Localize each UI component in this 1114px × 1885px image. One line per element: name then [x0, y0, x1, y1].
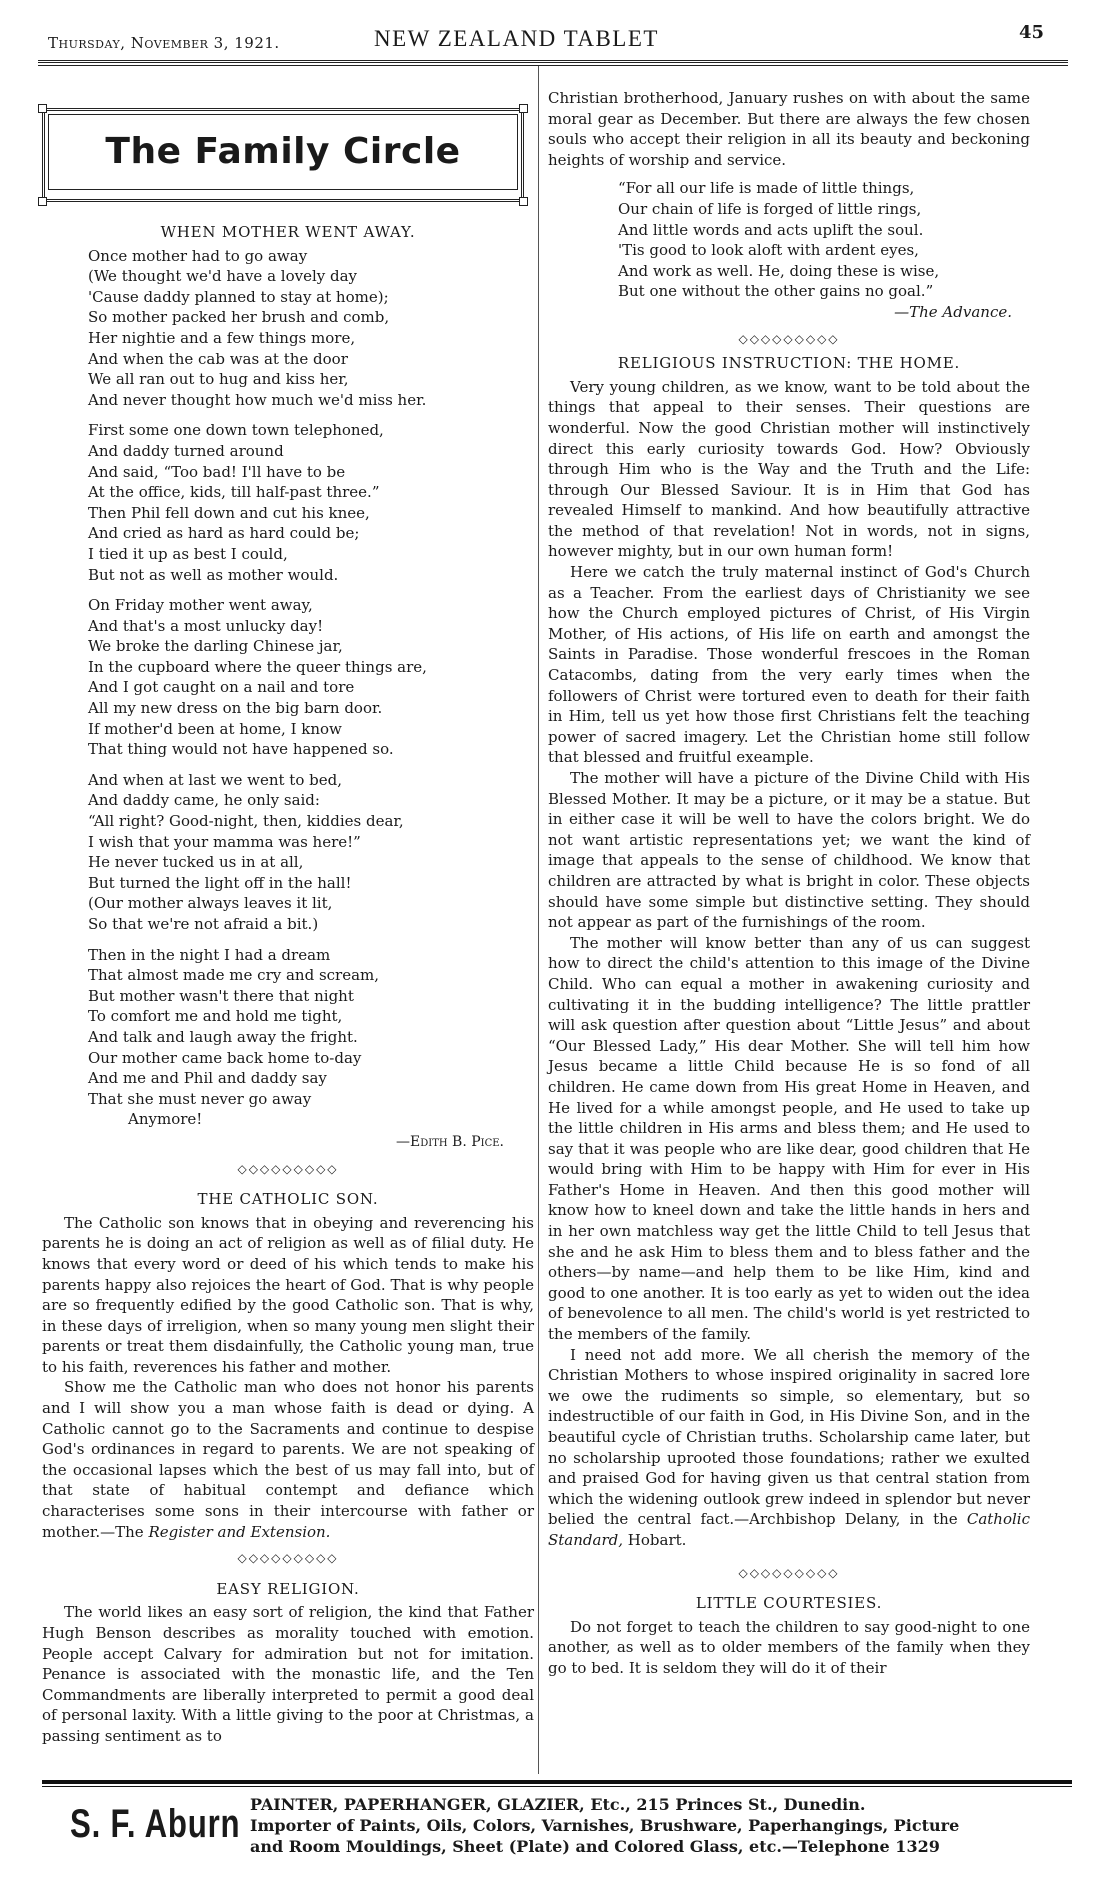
article-paragraph: Christian brotherhood, January rushes on with about the same moral gear as December. But there are always the few chosen souls who accept their religion in all its beauty and beckoning heights of worship and service.	[548, 89, 1030, 169]
issue-date: Thursday, November 3, 1921.	[48, 34, 280, 52]
poem-line: And I got caught on a nail and tore	[88, 678, 355, 697]
poem	[42, 246, 534, 1153]
banner-inner	[48, 114, 518, 190]
article-paragraph: Do not forget to teach the children to say good-night to one another, as well as to older members of the family when they go to bed. It is seldom they will do it of their	[548, 1617, 1030, 1677]
poem-line: So mother packed her brush and comb,	[88, 308, 390, 327]
article-paragraph	[42, 1377, 534, 1542]
poem-line: And cried as hard as hard could be;	[88, 524, 360, 543]
poem-line: Then Phil fell down and cut his knee,	[88, 503, 370, 522]
poem-line: At the office, kids, till half-past three.”	[88, 483, 380, 502]
article-paragraph: Here we catch the truly maternal instinct of God's Church as a Teacher. From the earliest days of Christianity we see how the Church employed pictures of Christ, of His Virgin Mother, of His actions, of His life on earth and amongst the Saints in Paradise. Those wonderful frescoes in the Roman Catacombs, dating from the very early times when the followers of Christ were tortured even to death for their faith in Him, tell us yet how those first Christians felt the teaching power of sacred imagery. Let the Christian home still follow that blessed and fruitful exeample.	[548, 563, 1030, 767]
advert-rule	[42, 1780, 1072, 1787]
advert-line: Importer of Paints, Oils, Colors, Varnishes, Brushware, Paperhangings, Picture	[250, 1816, 960, 1835]
article-paragraph: The mother will have a picture of the Divine Child with His Blessed Mother. It may be a picture, or it may be a statue. But in either case it will be well to have the colors bright. We do not want artistic representations yet; we want the kind of image that appeals to the sense of childhood. We know that children are attracted by what is bright in color. These objects should have some simple but distinctive setting. They should not appear as part of the furnishings of the room.	[548, 769, 1030, 932]
poem-stanza	[42, 945, 534, 1130]
verse-line: And little words and acts uplift the soul.	[618, 220, 924, 239]
right-column	[548, 88, 1030, 1679]
verse-line: 'Tis good to look aloft with ardent eyes,	[618, 241, 919, 260]
poem-line: And when the cab was at the door	[88, 349, 348, 368]
advert-line: and Room Mouldings, Sheet (Plate) and Colored Glass, etc.—Telephone 1329	[250, 1837, 940, 1856]
poem-line: That she must never go away	[88, 1089, 312, 1108]
verse-line: “For all our life is made of little things,	[618, 179, 915, 198]
article-title: LITTLE COURTESIES.	[695, 1594, 883, 1613]
poem-line: I tied it up as best I could,	[88, 544, 288, 563]
section-ornament: ◇◇◇◇◇◇◇◇◇	[738, 331, 840, 346]
poem-line: And me and Phil and daddy say	[88, 1069, 327, 1088]
poem-line: To comfort me and hold me tight,	[88, 1007, 343, 1026]
poem-line: That almost made me cry and scream,	[88, 966, 380, 985]
family-circle-banner	[42, 108, 524, 202]
article-title: RELIGIOUS INSTRUCTION: THE HOME.	[617, 354, 961, 373]
article-paragraph	[548, 1345, 1030, 1551]
banner-corner-ornament	[519, 197, 528, 206]
newspaper-title: NEW ZEALAND TABLET	[374, 26, 659, 51]
poem-stanza	[42, 770, 534, 935]
poem-line: On Friday mother went away,	[88, 596, 313, 615]
advertisement	[42, 1780, 1072, 1872]
poem-line: Our mother came back home to-day	[88, 1048, 362, 1067]
poem-line: And that's a most unlucky day!	[88, 616, 324, 635]
poem-line: We all ran out to hug and kiss her,	[88, 370, 349, 389]
poem-line: But mother wasn't there that night	[88, 986, 354, 1005]
poem-line: (We thought we'd have a lovely day	[88, 267, 358, 286]
banner-corner-ornament	[38, 197, 47, 206]
verse-source: —The Advance.	[894, 302, 1012, 321]
poem-line: So that we're not afraid a bit.)	[88, 915, 319, 933]
poem-line: That thing would not have happened so.	[88, 740, 394, 759]
article-paragraph: Very young children, as we know, want to be told about the things that appeal to their senses. Their questions are wonderful. Now the good Christian mother will instinctively direct this early curiosity towards God. How? Obviously through Him who is the Way and the Truth and the Life: through Our Blessed Saviour. It is in Him that God has revealed Himself to mankind. And how beautifully attractive the method of that revelation! Not in words, not in signs, however mighty, but in our own human form!	[548, 377, 1030, 561]
article-title: THE CATHOLIC SON.	[197, 1190, 379, 1209]
article-title: EASY RELIGION.	[216, 1579, 360, 1598]
banner-corner-ornament	[519, 104, 528, 113]
poem-line: All my new dress on the big barn door.	[88, 699, 383, 718]
poem-line: And daddy turned around	[88, 441, 284, 460]
verse-line: But one without the other gains no goal.”	[618, 282, 934, 301]
poem-line: First some one down town telephoned,	[88, 421, 384, 440]
poem-author	[42, 1132, 504, 1153]
poem-line: In the cupboard where the queer things are,	[88, 657, 427, 676]
article-paragraph: The mother will know better than any of us can suggest how to direct the child's attention to this image of the Divine Child. Who can equal a mother in awakening curiosity and cultivating it in the budding intelligence? The little prattler will ask question after question about “Little Jesus” and about “Our Blessed Lady,” His dear Mother. She will tell him how Jesus became a little Child because He is so fond of all children. He came down from His great Home in Heaven, and He lived for a while amongst people, and He used to take up the little children in His arms and bless them; and He used to say that it was people who are like dear, good children that He would bring with Him to be happy with Him for ever in His Father's Home in Heaven. And then this good mother will know how to kneel down and take the little hands in hers and in her own matchless way get the little Child to tell Jesus that she and he ask Him to bless them and to bless father and the others—by name—and help them to be like Him, kind and good to one another. It is too early as yet to widen out the idea of benevolence to all men. The child's world is yet restricted to the members of the family.	[548, 933, 1030, 1344]
article-paragraph-text: Show me the Catholic man who does not honor his parents and I will show you a man whose faith is dead or dying. A Catholic cannot go to the Sacraments and continue to despise God's ordinances in regard to parents. We are not speaking of the occasional lapses which the best of us may fall into, but of that state of habitual contempt and defiance which characterises some sons in their intercourse with father or mother.—The	[42, 1378, 534, 1541]
poem-stanza	[42, 420, 534, 585]
verse-line: And work as well. He, doing these is wise,	[618, 261, 940, 280]
poem-line: And said, “Too bad! I'll have to be	[88, 462, 346, 481]
section-ornament: ◇◇◇◇◇◇◇◇◇	[237, 1161, 339, 1176]
poem-author-name: —Edith B. Pice.	[396, 1133, 504, 1150]
verse-line: Our chain of life is forged of little rings,	[618, 199, 922, 218]
poem-stanza	[42, 246, 534, 411]
poem-title: WHEN MOTHER WENT AWAY.	[160, 223, 416, 241]
poem-line: And talk and laugh away the fright.	[88, 1027, 358, 1046]
poem-line: And daddy came, he only said:	[88, 791, 320, 810]
quoted-verse	[548, 178, 1030, 322]
article-source-place: Hobart.	[627, 1530, 687, 1549]
section-title: The Family Circle	[105, 130, 461, 172]
poem-line: But not as well as mother would.	[88, 565, 339, 584]
page-number: 45	[1018, 22, 1044, 43]
column-divider	[538, 66, 539, 1774]
article-paragraph: The Catholic son knows that in obeying and reverencing his parents he is doing an act of religion as well as of filial duty. He knows that every word or deed of his which tends to make his parents happy also rejoices the heart of God. That is why people are so frequently edified by the good Catholic son. That is why, in these days of irreligion, when so many young men slight their parents or treat them disdainfully, the Catholic young man, true to his faith, reverences his father and mother.	[42, 1213, 534, 1376]
poem-line: Her nightie and a few things more,	[88, 328, 356, 347]
poem-line: (Our mother always leaves it lit,	[88, 894, 333, 913]
advertiser-name: S. F. Aburn	[70, 1802, 241, 1846]
poem-line: If mother'd been at home, I know	[88, 719, 342, 738]
poem-line: And never thought how much we'd miss her.	[88, 390, 427, 409]
poem-line: We broke the darling Chinese jar,	[88, 637, 343, 656]
header-rule	[38, 60, 1068, 66]
poem-line: Once mother had to go away	[88, 246, 308, 265]
page-header	[48, 22, 1044, 52]
section-ornament: ◇◇◇◇◇◇◇◇◇	[237, 1551, 339, 1566]
section-ornament: ◇◇◇◇◇◇◇◇◇	[738, 1565, 840, 1580]
poem-line: He never tucked us in at all,	[88, 853, 304, 872]
poem-line: I wish that your mamma was here!”	[88, 832, 361, 851]
poem-line: “All right? Good-night, then, kiddies dear,	[88, 812, 404, 831]
advert-line: PAINTER, PAPERHANGER, GLAZIER, Etc., 215 Princes St., Dunedin.	[250, 1795, 866, 1814]
left-column	[42, 108, 534, 1747]
banner-corner-ornament	[38, 104, 47, 113]
poem-line: Then in the night I had a dream	[88, 945, 331, 964]
article-paragraph-text: I need not add more. We all cherish the memory of the Christian Mothers to whose inspired originality in sacred lore we owe the rudiments so simple, so elementary, but so indestructible of our faith in God, in His Divine Son, and in the beautiful cycle of Christian truths. Scholarship came later, but no scholarship uprooted those foundations; rather we exulted and praised God for having given us that central station from which the widening outlook grew indeed in splendor but never belied the central fact.—Archbishop Delany, in the	[548, 1345, 1030, 1529]
article-source: Register and Extension.	[148, 1522, 331, 1541]
article-source: Catholic Standard,	[548, 1510, 1030, 1549]
poem-line: 'Cause daddy planned to stay at home);	[88, 287, 389, 306]
poem-line: And when at last we went to bed,	[88, 770, 342, 789]
article-paragraph: The world likes an easy sort of religion, the kind that Father Hugh Benson describes as morality touched with emotion. People accept Calvary for admiration but not for imitation. Penance is associated with the monastic life, and the Ten Commandments are liberally interpreted to permit a good deal of personal laxity. With a little giving to the poor at Christmas, a passing sentiment as to	[42, 1603, 534, 1745]
poem-line: But turned the light off in the hall!	[88, 873, 352, 892]
poem-stanza	[42, 595, 534, 760]
advert-text	[250, 1794, 1070, 1857]
poem-line: Anymore!	[128, 1110, 203, 1129]
